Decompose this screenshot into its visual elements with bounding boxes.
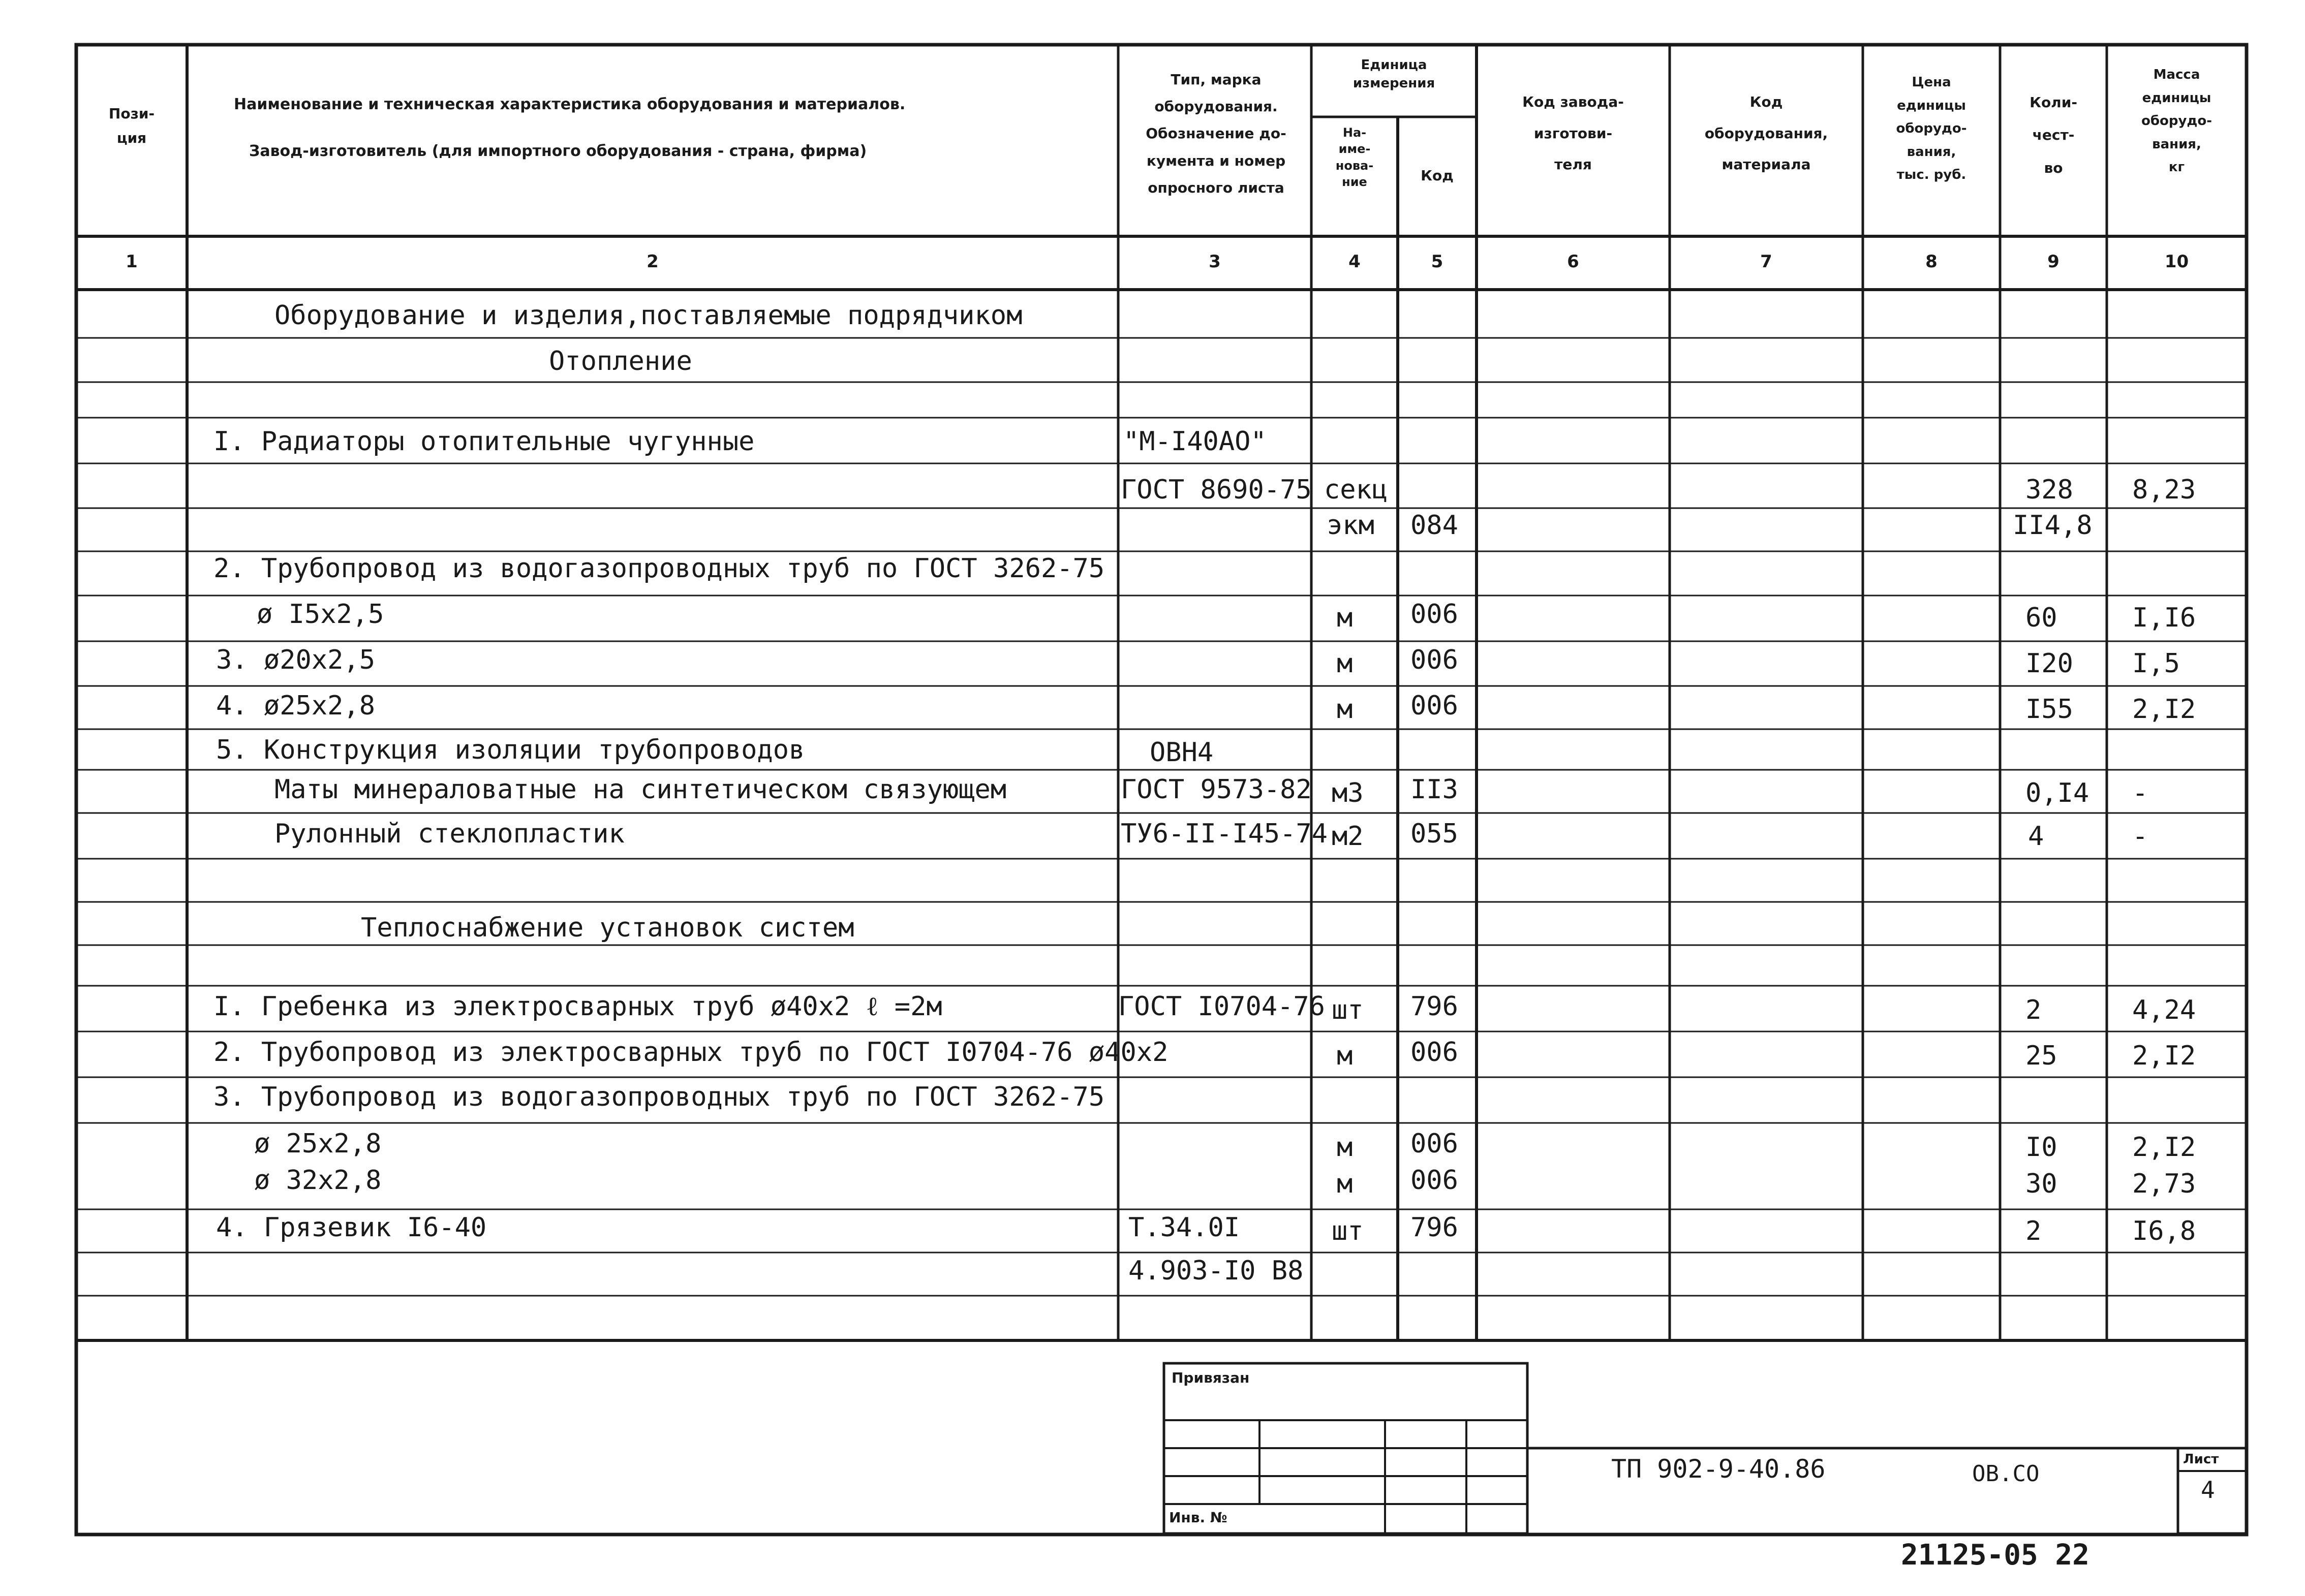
footer-archive-number: 21125-05 22 <box>1901 1539 2089 1572</box>
table-cell-name: ø 25х2,8 <box>254 1129 382 1159</box>
col-number: 4 <box>1348 252 1361 272</box>
table-cell-code: 006 <box>1410 645 1458 675</box>
table-cell-code: 084 <box>1410 510 1458 541</box>
header-mass: Масса единицы оборудо- вания, кг <box>2141 67 2212 175</box>
table-cell-name: ø I5х2,5 <box>257 599 384 630</box>
table-cell-qty: I0 <box>2025 1132 2057 1163</box>
table-cell-qty: I55 <box>2025 694 2073 725</box>
header-name-line1: Наименование и техническая характеристика оборудования и материалов. <box>234 96 906 113</box>
col-number: 9 <box>2047 252 2060 272</box>
table-cell-mass: 2,I2 <box>2132 694 2196 725</box>
header-quantity: Коли- чест- во <box>2030 94 2077 176</box>
table-cell-unit: м <box>1337 1132 1353 1163</box>
table-cell-qty: 2 <box>2025 995 2042 1025</box>
table-cell-name: I. Радиаторы отопительные чугунные <box>213 426 755 457</box>
table-cell-name: ø 32х2,8 <box>254 1165 382 1196</box>
table-cell-type: ГОСТ 8690-75 <box>1121 475 1312 505</box>
col-number: 3 <box>1209 252 1221 272</box>
table-cell-unit: м <box>1337 1169 1353 1199</box>
table-cell-unit: шт <box>1332 1216 1364 1246</box>
table-cell-mass: 2,73 <box>2132 1169 2196 1199</box>
table-cell-type: ГОСТ 9573-82 <box>1121 774 1312 805</box>
table-cell-mass: 2,I2 <box>2132 1132 2196 1163</box>
table-cell-mass: I,5 <box>2132 648 2180 679</box>
title-block-inv: Инв. № <box>1169 1509 1227 1526</box>
table-cell-name: 3. Трубопровод из водогазопроводных труб по ГОСТ 3262-75 <box>213 1082 1105 1112</box>
header-unit-code: Код <box>1421 167 1454 184</box>
table-cell-unit: м <box>1337 694 1353 725</box>
table-cell-code: 006 <box>1410 1037 1458 1068</box>
table-cell-qty: 60 <box>2025 603 2057 633</box>
table-cell-type: "М-I40АО" <box>1123 426 1267 457</box>
header-unit-name: На- име- нова- ние <box>1335 126 1374 190</box>
header-name-line2: Завод-изготовитель (для импортного оборудования - страна, фирма) <box>249 142 867 160</box>
table-cell-name: 2. Трубопровод из водогазопроводных труб по ГОСТ 3262-75 <box>213 553 1105 584</box>
table-cell-code: 796 <box>1410 1212 1458 1243</box>
table-cell-mass: 8,23 <box>2132 475 2196 505</box>
col-number: 7 <box>1760 252 1772 272</box>
col-number: 6 <box>1567 252 1579 272</box>
table-cell-unit: секц <box>1324 475 1388 505</box>
title-block-doc-code: ТП 902-9-40.86 <box>1611 1454 1826 1484</box>
table-cell-unit: экм <box>1327 510 1374 541</box>
table-cell-code: 006 <box>1410 1165 1458 1196</box>
table-cell-mass: I6,8 <box>2132 1216 2196 1246</box>
table-cell-type: ТУ6-II-I45-74 <box>1121 819 1328 849</box>
table-cell-unit: м <box>1337 1041 1353 1071</box>
table-cell-code: 006 <box>1410 1129 1458 1159</box>
col-number: 10 <box>2164 252 2189 272</box>
table-cell-name: Оборудование и изделия,поставляемые подрядчиком <box>274 300 1023 331</box>
table-cell-name: 4. Грязевик I6-40 <box>216 1212 487 1243</box>
header-price: Цена единицы оборудо- вания, тыс. руб. <box>1896 75 1967 182</box>
table-cell-name: I. Гребенка из электросварных труб ø40х2 ℓ =2м <box>213 991 942 1022</box>
table-cell-code: 055 <box>1410 819 1458 849</box>
table-cell-mass: - <box>2132 778 2148 808</box>
table-cell-qty: 30 <box>2025 1169 2057 1199</box>
table-cell-mass: I,I6 <box>2132 603 2196 633</box>
table-cell-qty: II4,8 <box>2013 510 2093 541</box>
table-cell-code: II3 <box>1410 774 1458 805</box>
title-block-section: ОВ.СО <box>1972 1461 2040 1487</box>
table-cell-mass: - <box>2132 821 2148 852</box>
table-cell-mass: 2,I2 <box>2132 1041 2196 1071</box>
header-type: Тип, марка оборудования. Обозначение до- кумента и номер опросного листа <box>1146 71 1286 196</box>
table-cell-name: 3. ø20х2,5 <box>216 645 376 675</box>
title-block-privyazan: Привязан <box>1172 1369 1250 1386</box>
table-cell-type: 4.903-I0 В8 <box>1128 1256 1304 1286</box>
header-factory-code: Код завода- изготови- теля <box>1522 93 1624 173</box>
table-cell-qty: 328 <box>2025 475 2073 505</box>
title-block-sheet-label: Лист <box>2183 1452 2219 1467</box>
table-cell-name: Рулонный стеклопластик <box>274 819 625 849</box>
table-cell-type: ОВН4 <box>1150 737 1214 768</box>
table-cell-type: ГОСТ I0704-76 <box>1118 991 1325 1022</box>
table-cell-name: 2. Трубопровод из электросварных труб по ГОСТ I0704-76 ø40х2 <box>213 1037 1169 1068</box>
table-cell-unit: м2 <box>1332 821 1364 852</box>
table-cell-name: 4. ø25х2,8 <box>216 691 376 721</box>
title-block-sheet-number: 4 <box>2201 1476 2215 1504</box>
table-cell-name: 5. Конструкция изоляции трубопроводов <box>216 735 805 765</box>
table-cell-name: Маты минераловатные на синтетическом связующем <box>274 774 1007 805</box>
table-cell-unit: м <box>1337 603 1353 633</box>
table-cell-type: Т.34.0I <box>1128 1212 1240 1243</box>
header-unit: Единица измерения <box>1353 57 1435 91</box>
table-cell-unit: м <box>1337 648 1353 679</box>
table-cell-code: 796 <box>1410 991 1458 1022</box>
table-cell-qty: I20 <box>2025 648 2073 679</box>
header-equipment-code: Код оборудования, материала <box>1704 93 1828 173</box>
col-number: 8 <box>1925 252 1938 272</box>
table-cell-name: Отопление <box>549 346 692 377</box>
table-cell-code: 006 <box>1410 691 1458 721</box>
table-cell-name: Теплоснабжение установок систем <box>361 913 854 943</box>
col-number: 5 <box>1431 252 1443 272</box>
header-position: Пози- ция <box>108 105 155 146</box>
table-cell-code: 006 <box>1410 599 1458 630</box>
table-cell-mass: 4,24 <box>2132 995 2196 1025</box>
col-number: 2 <box>647 252 659 272</box>
table-cell-unit: м3 <box>1332 778 1364 808</box>
table-cell-qty: 25 <box>2025 1041 2057 1071</box>
table-cell-qty: 4 <box>2028 821 2044 852</box>
col-number: 1 <box>126 252 138 272</box>
table-cell-qty: 0,I4 <box>2025 778 2089 808</box>
table-cell-unit: шт <box>1332 995 1364 1025</box>
table-cell-qty: 2 <box>2025 1216 2042 1246</box>
